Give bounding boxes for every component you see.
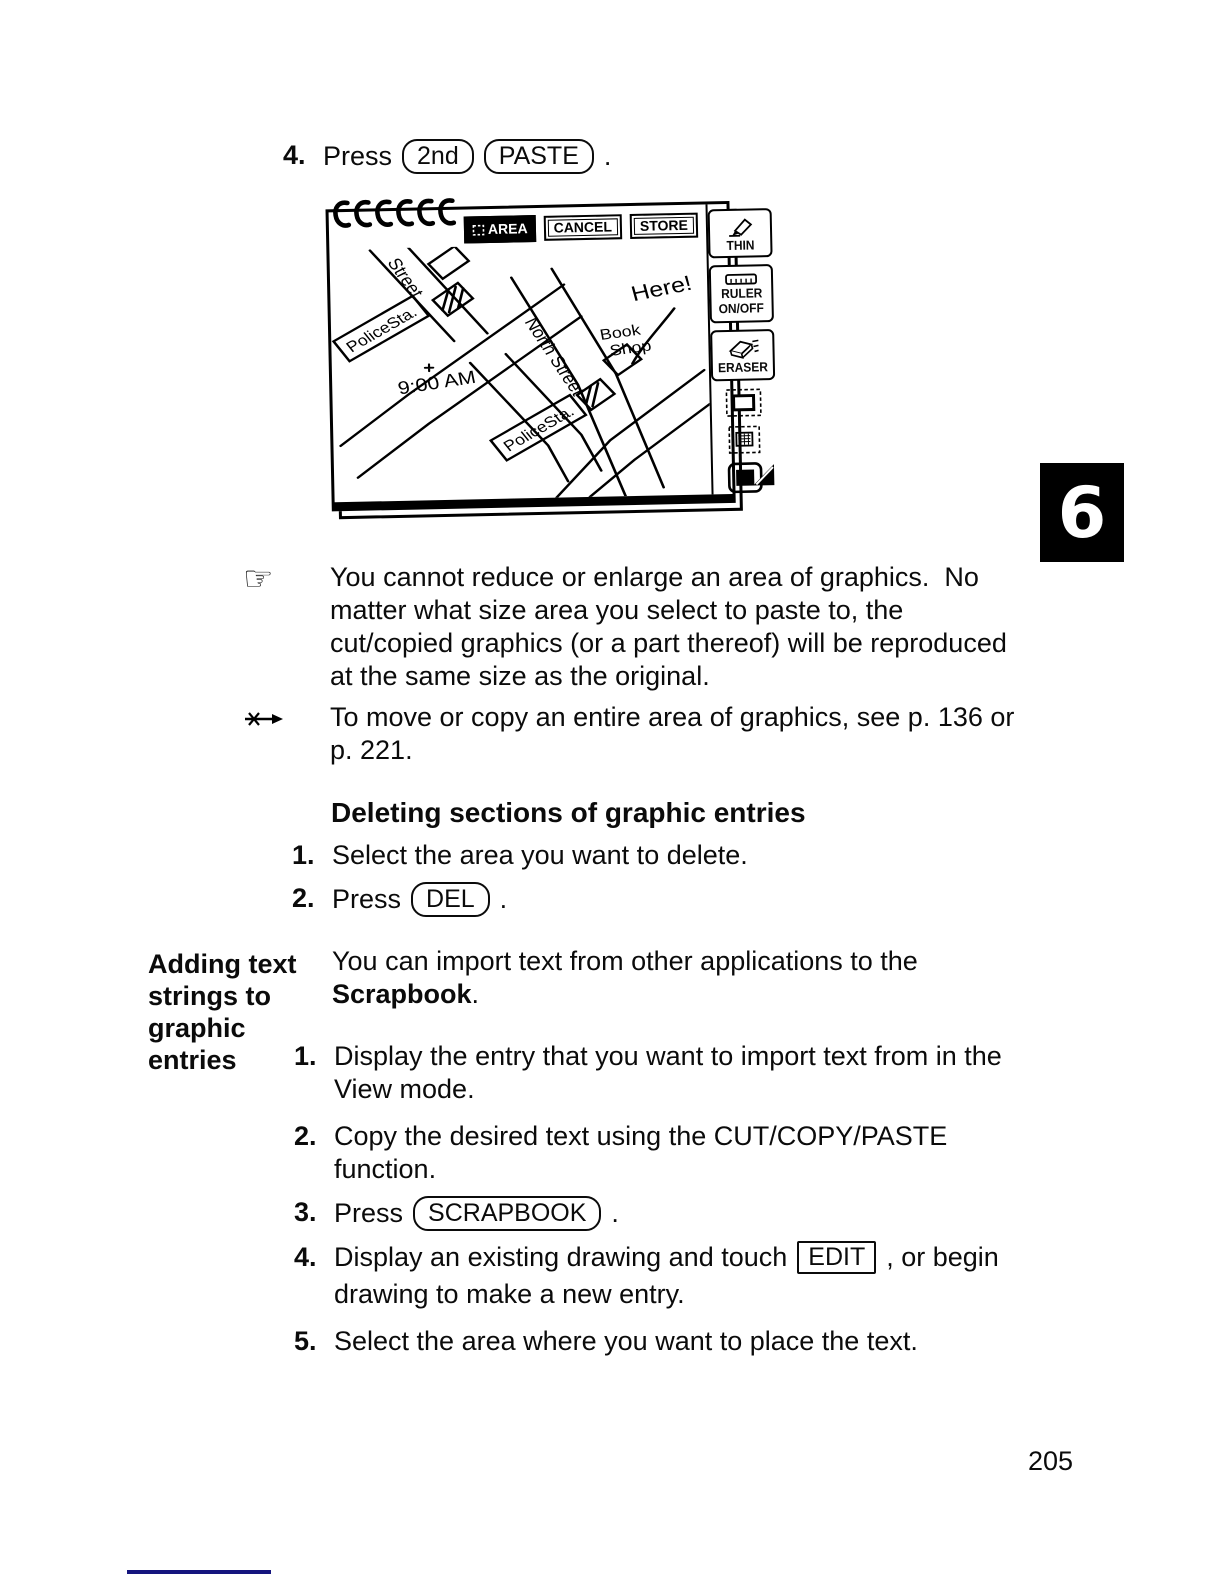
pattern-fill-icon <box>725 424 764 455</box>
footer-rule <box>127 1570 271 1574</box>
area-selection-icon <box>472 224 485 236</box>
note-line: at the same size as the original. <box>330 661 710 691</box>
step-period: . <box>499 884 508 914</box>
ruler-icon <box>724 273 758 287</box>
book-shop-label-1: Book <box>598 320 642 344</box>
page-curl-icon <box>751 462 776 491</box>
book-shop-label-2: Shop <box>608 336 653 360</box>
step-text: Press <box>332 884 402 914</box>
eraser-button-label: ERASER <box>717 358 768 375</box>
adding-step-5: 5. Select the area where you want to place the text. <box>294 1326 918 1356</box>
here-label: Here! <box>628 270 695 306</box>
note-line: To move or copy an entire area of graphics, see p. 136 or <box>330 702 1015 732</box>
adding-step-3: 3. Press SCRAPBOOK . <box>294 1196 619 1231</box>
eraser-button <box>710 329 775 381</box>
key-2nd: 2nd <box>402 139 474 174</box>
area-button-label: AREA <box>487 220 528 238</box>
key-scrapbook: SCRAPBOOK <box>413 1196 601 1231</box>
note-line: p. 221. <box>330 735 413 765</box>
store-button <box>630 213 698 239</box>
pointing-hand-icon: ☞ <box>243 560 274 598</box>
map-drawing <box>329 241 711 502</box>
cancel-button <box>543 214 622 241</box>
step-text: Select the area you want to delete. <box>332 840 748 870</box>
thin-button-label: THIN <box>726 237 755 253</box>
adding-step-4: 4. Display an existing drawing and touch EDIT , or begin drawing to make a new entry. <box>294 1242 999 1309</box>
chapter-tab <box>1040 463 1124 562</box>
deleting-section-heading: Deleting sections of graphic entries <box>331 797 806 828</box>
step-number: 2. <box>292 883 315 913</box>
ruler-on-off-button <box>709 264 774 323</box>
step-number: 4. <box>283 140 306 170</box>
edit-button: EDIT <box>797 1241 876 1274</box>
page-number: 205 <box>1028 1446 1074 1476</box>
area-button <box>464 215 536 243</box>
ruler-button-label-1: RULER <box>720 285 763 302</box>
time-label: 9:00 AM <box>396 367 478 399</box>
ruler-button-label-2: ON/OFF <box>718 300 765 317</box>
eraser-icon <box>725 337 759 360</box>
adding-step-2: 2. Copy the desired text using the CUT/COPY/PASTE function. <box>294 1121 948 1184</box>
key-del: DEL <box>411 882 490 917</box>
note-cannot-resize <box>243 561 1033 693</box>
step-text: Press <box>323 141 393 171</box>
step-period: . <box>603 141 612 171</box>
pencil-icon <box>725 215 755 238</box>
store-button-label: STORE <box>639 216 689 234</box>
police-station-label-2: PoliceSta. <box>499 402 578 455</box>
drawing-canvas <box>329 241 711 502</box>
device-screen-illustration <box>326 201 768 511</box>
spiral-binding <box>332 197 457 231</box>
device-tool-sidebar <box>707 203 777 494</box>
key-paste: PASTE <box>484 139 594 174</box>
police-station-label-1: PoliceSta. <box>342 303 421 356</box>
adding-section-side-heading: Adding text strings to graphic entries <box>148 949 297 1075</box>
selection-frame-icon <box>724 387 763 418</box>
crossref-arrow-icon <box>243 709 285 729</box>
step-number: 1. <box>292 840 315 870</box>
deleting-step-2 <box>292 882 507 917</box>
thin-pen-button <box>708 208 773 259</box>
note-line: You cannot reduce or enlarge an area of graphics. No <box>330 562 979 592</box>
cancel-button-label: CANCEL <box>553 218 613 236</box>
note-line: matter what size area you select to paste to, the <box>330 595 904 625</box>
deleting-step-1 <box>292 839 748 872</box>
step-press-paste <box>283 139 611 174</box>
scrapbook-word: Scrapbook <box>332 979 472 1009</box>
adding-section-intro: You can import text from other applications to the Scrapbook. <box>332 946 918 1009</box>
note-cross-reference <box>243 701 1033 767</box>
north-street-label: North Street <box>520 314 590 399</box>
adding-step-1: 1. Display the entry that you want to import text from in the View mode. <box>294 1041 1002 1104</box>
street-label: Street <box>383 254 428 301</box>
chapter-number: 6 <box>1057 471 1107 554</box>
note-line: cut/copied graphics (or a part thereof) will be reproduced <box>330 628 1007 658</box>
